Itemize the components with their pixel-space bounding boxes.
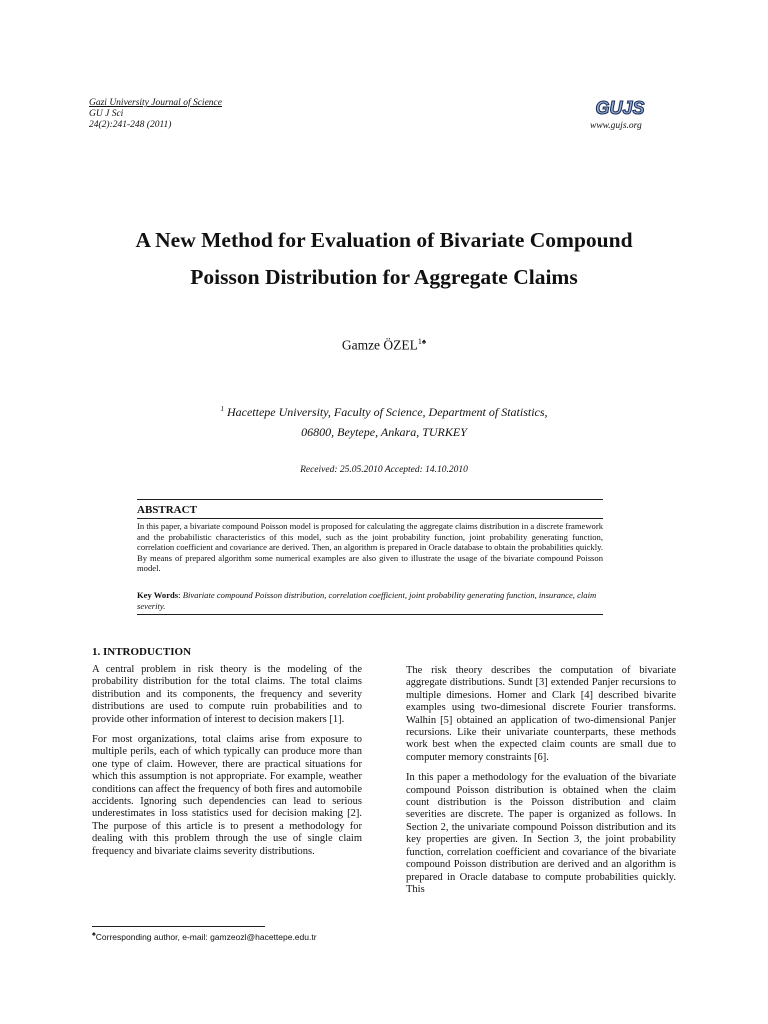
journal-abbrev: GU J Sci — [89, 109, 124, 119]
author-mark: 1♠ — [417, 337, 427, 346]
paragraph: For most organizations, total claims arise from exposure to multiple perils, each of which typically can produce more than one type of claim. However, there are practical situations for which this assumption is not appropriate. For example, weather conditions can affect the frequency of both fires and automobile accidents. Ignoring such dependencies can lead to serious underestimates in loss statistics used for decision making [2]. The purpose of this article is to present a methodology for dealing with this problem through the use of single claim frequency and bivariate claims severity distributions. — [92, 734, 362, 857]
abstract-text: In this paper, a bivariate compound Poisson model is proposed for calculating the aggregate claims distribution in a discrete framework and the probabilistic characteristics of this model, such as the joint probability function, joint probability generating function, correlation coefficient and covariance are derived. Then, an algorithm is prepared in Oracle database to obtain the probabilities quickly. By means of prepared algorithm some numerical examples are also given to illustrate the usage of the bivariate compound Poisson model. — [137, 521, 603, 573]
paragraph: The risk theory describes the computation of bivariate aggregate distributions. Sundt [3] extended Panjer recursions to multiple dimesions. Homer and Clark [4] described bivarite examples using two-dimesional discrete Fourier transforms. Walhin [5] obtained an application of two-dimensional Panjer recursions. Like their univariate counterparts, these methods work best when the expected claim counts are small due to computer memory constraints [6]. — [406, 665, 676, 763]
journal-url: www.gujs.org — [590, 121, 642, 131]
journal-header — [89, 98, 222, 131]
paragraph: A central problem in risk theory is the modeling of the probability distribution for the total claims. The total claims distribution and its components, the frequency and severity distributions are used to compute ruin probabilities and to provide other information of interest to decision makers [1]. — [92, 664, 362, 725]
footnote-text: Corresponding author, e-mail: gamzeozl@hacettepe.edu.tr — [95, 931, 317, 942]
section-heading: 1. INTRODUCTION — [92, 646, 192, 658]
journal-logo — [584, 97, 656, 119]
left-column — [92, 664, 362, 866]
journal-volume: 24(2):241-248 (2011) — [89, 120, 172, 130]
footnote-mark: ♠ — [92, 930, 96, 938]
right-column — [406, 665, 676, 904]
author-name: Gamze ÖZEL — [341, 337, 418, 353]
paper-title-line2: Poisson Distribution for Aggregate Claims — [190, 265, 578, 289]
paragraph: In this paper a methodology for the evaluation of the bivariate compound Poisson distribution is obtained when the claim count distribution is the Poisson distribution and claim severities are discrete. The paper is organized as follows. In Section 2, the univariate compound Poisson distribution and its key properties are given. In Section 3, the joint probability function, correlation coefficient and covariance of the bivariate compound Poisson distribution are derived and an algorithm is prepared in Oracle database to compute probabilities quickly. This — [406, 772, 676, 895]
footnote-rule — [92, 926, 265, 927]
abstract-top-rule — [137, 499, 603, 500]
paper-title — [80, 222, 688, 296]
affiliation-line2: 06800, Beytepe, Ankara, TURKEY — [301, 425, 467, 439]
keywords: Key Words: Bivariate compound Poisson distribution, correlation coefficient, joint probability generating function, insurance, claim severity. — [137, 590, 597, 611]
affiliation-number: 1 — [220, 405, 224, 413]
abstract-heading: ABSTRACT — [137, 504, 197, 516]
footnote — [92, 930, 317, 942]
abstract-bottom-rule — [137, 614, 603, 615]
journal-name: Gazi University Journal of Science — [89, 98, 222, 108]
keywords-text: Bivariate compound Poisson distribution, correlation coefficient, joint probability generating function, insurance, claim severity. — [137, 590, 597, 611]
keywords-label: Key Words — [137, 590, 179, 600]
abstract-heading-rule — [137, 518, 603, 519]
affiliation — [0, 399, 768, 442]
received-dates: Received: 25.05.2010 Accepted: 14.10.2010 — [300, 465, 468, 475]
journal-logo-text: GUJS — [595, 98, 645, 118]
affiliation-line1: Hacettepe University, Faculty of Science, Department of Statistics, — [226, 405, 548, 419]
paper-title-line1: A New Method for Evaluation of Bivariate Compound — [135, 228, 633, 252]
author — [0, 337, 768, 354]
